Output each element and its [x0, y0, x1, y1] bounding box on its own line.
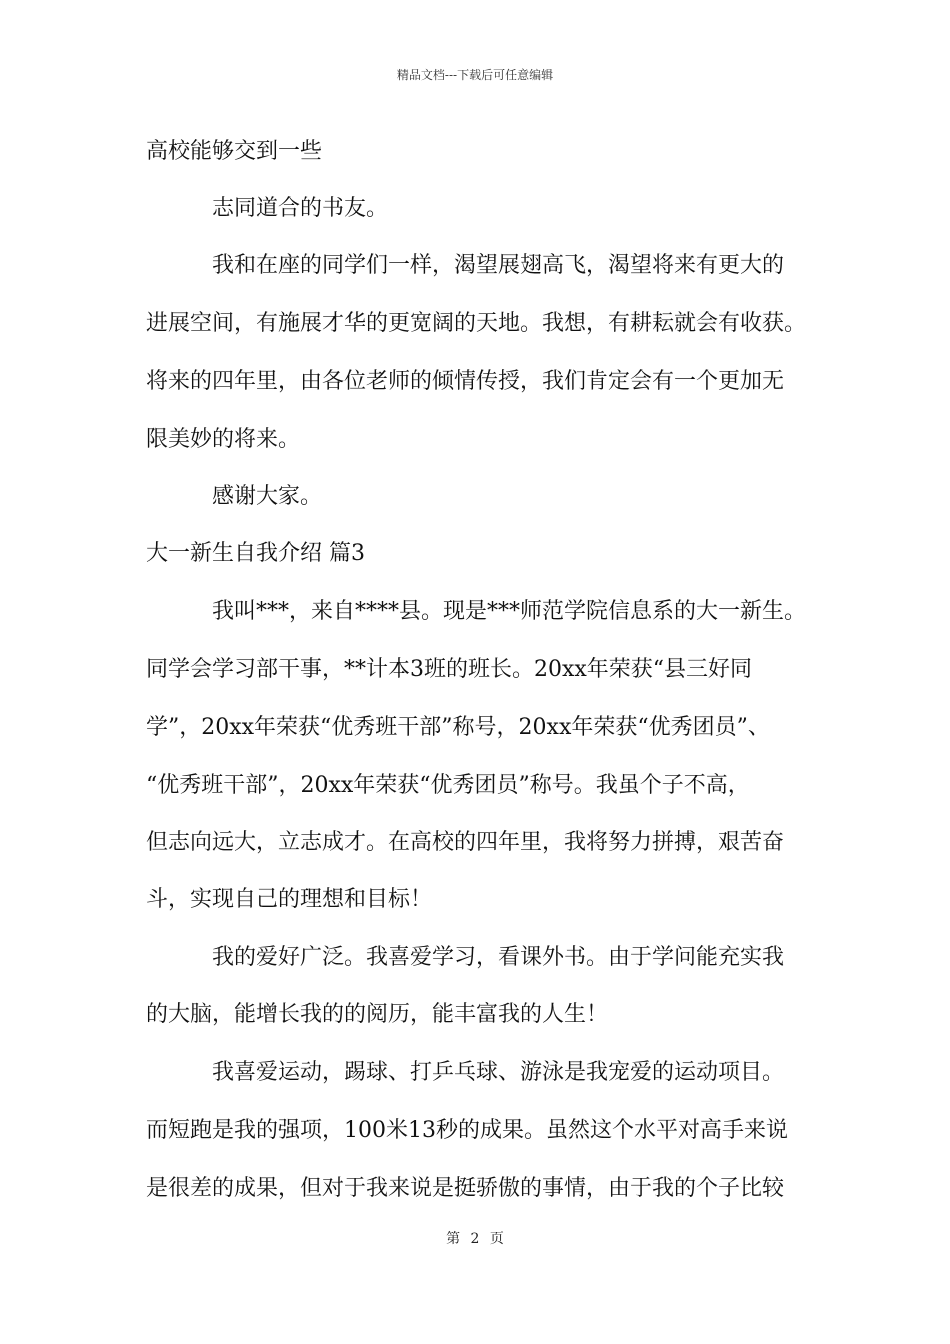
- text-line: 学”，20xx年荣获“优秀班干部”称号，20xx年荣获“优秀团员”、: [146, 715, 770, 740]
- text-line: 限美妙的将来。: [146, 427, 301, 452]
- text-line: 我叫***，来自****县。现是***师范学院信息系的大一新生。: [212, 599, 807, 624]
- text-line: 我的爱好广泛。我喜爱学习，看课外书。由于学问能充实我: [212, 945, 785, 970]
- text-line: “优秀班干部”，20xx年荣获“优秀团员”称号。我虽个子不高，: [146, 773, 750, 798]
- section-heading: 大一新生自我介绍 篇3: [146, 541, 365, 566]
- text-line: 斗，实现自己的理想和目标！: [146, 887, 433, 912]
- page-label-suffix: 页: [489, 1231, 504, 1247]
- text-line: 高校能够交到一些: [146, 139, 323, 164]
- text-line: 感谢大家。: [212, 484, 323, 509]
- text-line: 志同道合的书友。: [212, 196, 389, 221]
- page-label-prefix: 第: [446, 1231, 461, 1247]
- text-line: 的大脑，能增长我的的阅历，能丰富我的人生！: [146, 1002, 609, 1027]
- text-line: 我喜爱运动，踢球、打乒乓球、游泳是我宠爱的运动项目。: [212, 1060, 785, 1085]
- page-footer: [0, 1228, 950, 1248]
- text-line: 同学会学习部干事，**计本3班的班长。20xx年荣获“县三好同: [146, 657, 753, 682]
- text-line: 但志向远大，立志成才。在高校的四年里，我将努力拼搏，艰苦奋: [146, 830, 785, 855]
- text-line: 是很差的成果，但对于我来说是挺骄傲的事情，由于我的个子比较: [146, 1176, 785, 1201]
- page-number: 2: [470, 1231, 480, 1247]
- text-line: 进展空间，有施展才华的更宽阔的天地。我想，有耕耘就会有收获。: [146, 311, 807, 336]
- text-line: 我和在座的同学们一样，渴望展翅高飞，渴望将来有更大的: [212, 253, 785, 278]
- page-header: 精品文档---下载后可任意编辑: [396, 68, 554, 82]
- text-line: 将来的四年里，由各位老师的倾情传授，我们肯定会有一个更加无: [146, 369, 785, 394]
- text-line: 而短跑是我的强项，100米13秒的成果。虽然这个水平对高手来说: [146, 1118, 788, 1143]
